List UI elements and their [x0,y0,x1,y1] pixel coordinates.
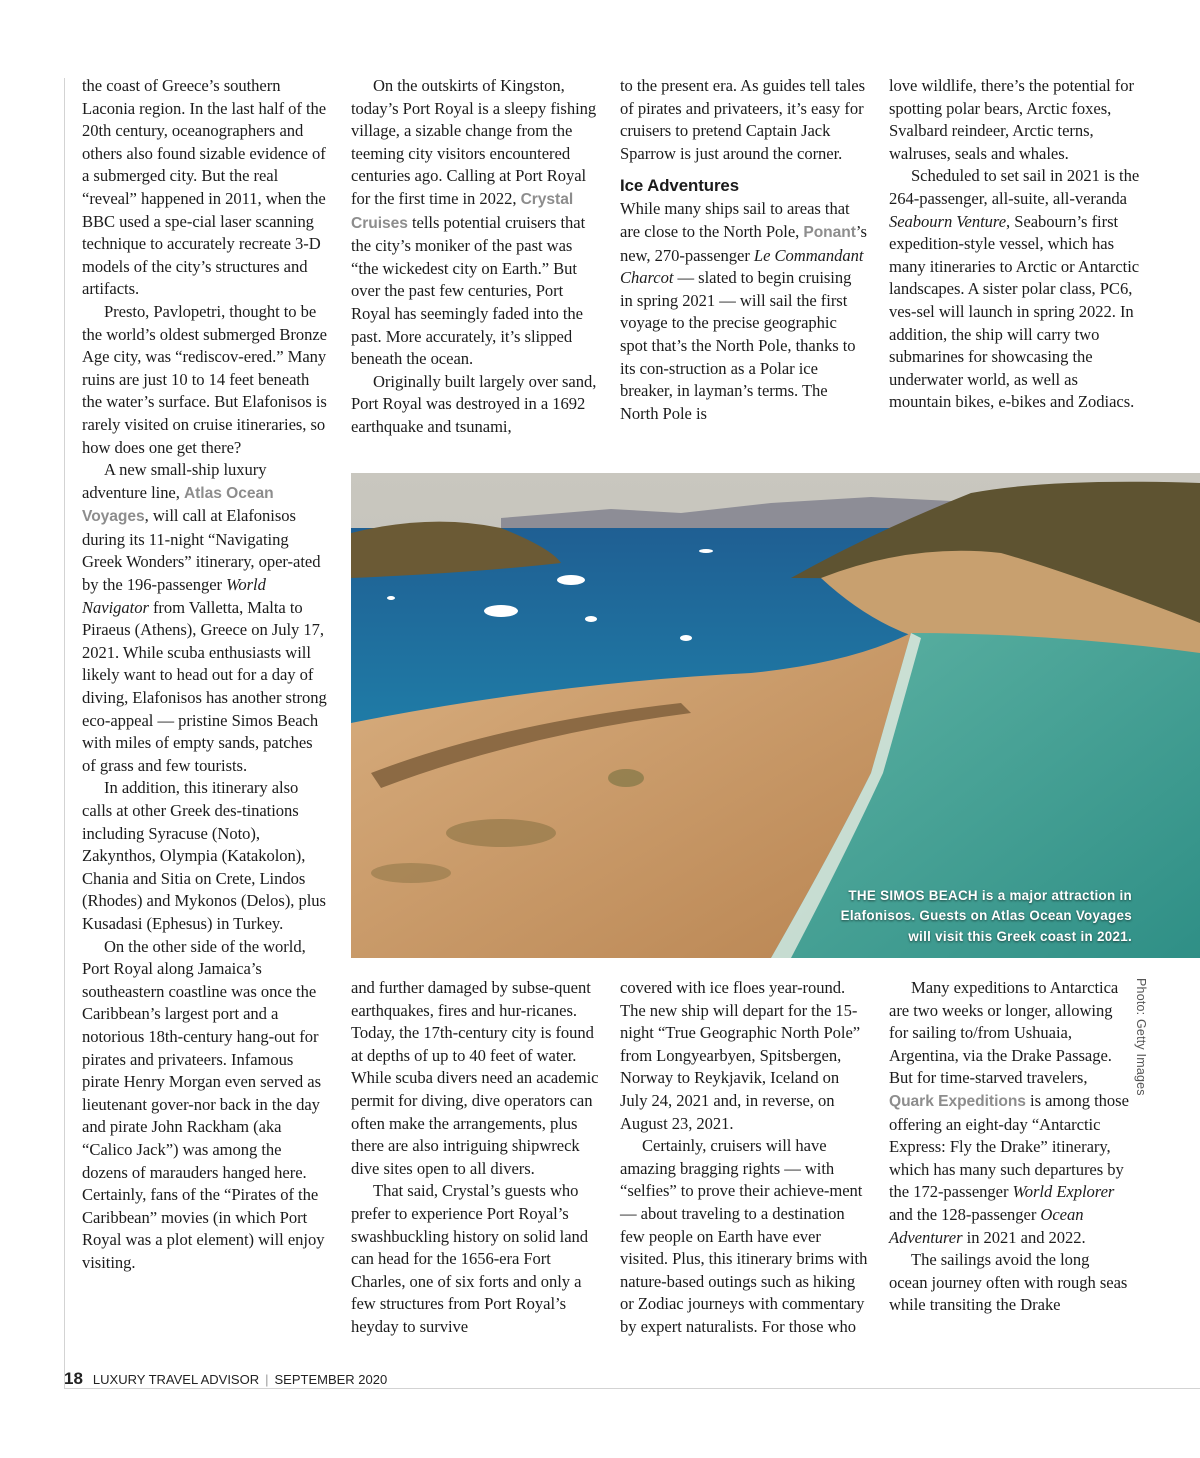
article-column-4-bottom [889,977,1129,1317]
text-run: , will call at Elafonisos during its 11-night “Navigating Greek Wonders” itinerary, oper-ated by the 196-passenger [82,506,321,595]
paragraph: Presto, Pavlopetri, thought to be the world’s oldest submerged Bronze Age city, was “rediscov-ered.” Many ruins are just 10 to 14 feet beneath the water’s surface. But Elafonisos is rarely visited on cruise itineraries, so how does one get there? [82,301,327,457]
paragraph [889,977,1129,1249]
text-run: , Seabourn’s first expedition-style vessel, which has many itineraries to Arctic or Antarctic landscapes. A sister polar class, PC6, ves-sel will launch in spring 2022. In addition, the ship will carry two submarines for showcasing the underwater world, as well as mountain bikes, e-bikes and Zodiacs. [889,211,1140,412]
ship-name: Ocean Adventurer [889,1204,1084,1247]
ship-name: Seabourn Venture [889,211,1007,231]
photo-caption: THE SIMOS BEACH is a major attraction in Elafonisos. Guests on Atlas Ocean Voyages will visit this Greek coast in 2021. [840,887,1132,945]
text-run: On the outskirts of Kingston, today’s Port Royal is a sleepy fishing village, a sizable change from the teeming city visitors encountered centuries ago. Calling at Port Royal for the first time in 2022, [351,76,597,208]
article-column-4-top [889,75,1141,414]
text-run: from Valletta, Malta to Piraeus (Athens), Greece on July 17, 2021. While scuba enthusiasts will likely want to head out for a day of diving, Elafonisos has another strong eco-appeal — pristine Simos Beach with miles of empty sands, patches of grass and few tourists. [82,597,327,775]
brand-name-crystal: Crystal Cruises [351,190,574,232]
page-number: 18 [64,1369,83,1388]
paragraph: love wildlife, there’s the potential for spotting polar bears, Arctic foxes, Svalbard reindeer, Arctic terns, walruses, seals and whales. [889,76,1134,163]
ship-name: World Explorer [1012,1182,1115,1202]
paragraph: the coast of Greece’s southern Laconia region. In the last half of the 20th century, oceanographers and others also found sizable evidence of a submerged city. But the real “reveal” happened in 2011, when the BBC used a spe-cial laser scanning technique to accurately recreate 3-D models of the city’s structures and artifacts. [82,76,327,299]
paragraph: The sailings avoid the long ocean journey often with rough seas while transiting the Drake [889,1250,1128,1315]
left-margin-rule [64,78,65,1388]
paragraph: In addition, this itinerary also calls at other Greek des-tinations including Syracuse (Noto), Zakynthos, Olympia (Katakolon), Chania and Sitia on Crete, Lindos (Rhodes) and Mykonos (Delos), plus Kusadasi (Ephesus) in Turkey. [82,778,326,933]
ship-name: World Navigator [82,575,266,617]
text-run: A new small-ship luxury adventure line, [82,460,267,502]
publication-name: LUXURY TRAVEL ADVISOR [92,1372,260,1387]
paragraph: to the present era. As guides tell tales of pirates and privateers, it’s easy for cruisers to pretend Captain Jack Sparrow is just around the corner. [620,76,865,163]
brand-name-ponant: Ponant [803,223,856,241]
text-run: ’s new, 270-passenger [620,221,867,265]
text-run: and the 128-passenger [889,1204,1041,1224]
photo-credit-text: Photo: Getty Images [1134,978,1148,1096]
article-column-1 [82,75,330,1274]
photo-credit [1128,978,1168,1108]
article-column-2-top [351,75,599,439]
text-run: While many ships sail to areas that are close to the North Pole, [620,199,850,241]
brand-name-atlas: Atlas Ocean Voyages [82,484,274,526]
text-run: is among those offering an eight-day “Antarctic Express: Fly the Drake” itinerary, which has many such departures by the 172-passenger [889,1090,1129,1202]
paragraph: and further damaged by subse-quent earthquakes, fires and hur-ricanes. Today, the 17th-century city is found at depths of up to 40 feet of water. While scuba divers need an academic permit for diving, dive operators can often make the arrangements, plus there are also intriguing shipwreck dive sites open to all divers. [351,978,599,1178]
article-column-3-bottom [620,977,868,1339]
text-run: in 2021 and 2022. [962,1227,1086,1247]
text-run: tells potential cruisers that the city’s moniker of the past was “the wickedest city on Earth.” But over the past few centuries, Port Royal has seemingly faded into the past. More accurately, it’s slipped beneath the ocean. [351,212,586,369]
paragraph: Certainly, cruisers will have amazing bragging rights — with “selfies” to prove their achieve-ment — about traveling to a destination few people on Earth have ever visited. Plus, this itinerary brims with nature-based outings such as hiking or Zodiac journeys with commentary by expert naturalists. For those who [620,1136,868,1336]
paragraph: Originally built largely over sand, Port Royal was destroyed in a 1692 earthquake and tsunami, [351,371,597,436]
ship-name: Le Commandant Charcot [620,245,864,288]
text-run: — slated to begin cruising in spring 2021 — will sail the first voyage to the precise geographic spot that’s the North Pole, thanks to its con-struction as a Polar ice breaker, in layman’s terms. The North Pole is [620,268,856,423]
paragraph [620,198,868,425]
footer-separator: | [265,1372,269,1387]
page-footer [64,1369,387,1389]
paragraph [351,75,599,371]
paragraph [82,459,330,777]
paragraph [889,165,1141,414]
paragraph: covered with ice floes year-round. The new ship will depart for the 15-night “True Geographic North Pole” from Longyearbyen, Spitsbergen, Norway to Reykjavik, Iceland on July 24, 2021 and, in reverse, on August 23, 2021. [620,978,861,1133]
paragraph: That said, Crystal’s guests who prefer to experience Port Royal’s swashbuckling history on solid land can head for the 1656-era Fort Charles, one of six forts and only a few structures from Port Royal’s heyday to survive [351,1181,589,1336]
paragraph: On the other side of the world, Port Royal along Jamaica’s southeastern coastline was once the Caribbean’s largest port and a notorious 18th-century hang-out for pirates and privateers. Infamous pirate Henry Morgan even served as lieutenant gover-nor back in the day and pirate John Rackham (aka “Calico Jack”) was among the dozens of marauders hanged here. Certainly, fans of the “Pirates of the Caribbean” movies (in which Port Royal was a plot element) will enjoy visiting. [82,936,325,1272]
brand-name-quark: Quark Expeditions [889,1092,1026,1110]
article-column-3-top [620,75,868,425]
simos-beach-photo [351,473,1200,958]
text-run: Scheduled to set sail in 2021 is the 264-passenger, all-suite, all-veranda [889,166,1140,208]
section-subhead: Ice Adventures [620,176,739,196]
text-run: Many expeditions to Antarctica are two weeks or longer, allowing for sailing to/from Ushuaia, Argentina, via the Drake Passage. But for time-starved travelers, [889,978,1119,1088]
issue-date: SEPTEMBER 2020 [274,1372,388,1387]
article-column-2-bottom [351,977,599,1339]
